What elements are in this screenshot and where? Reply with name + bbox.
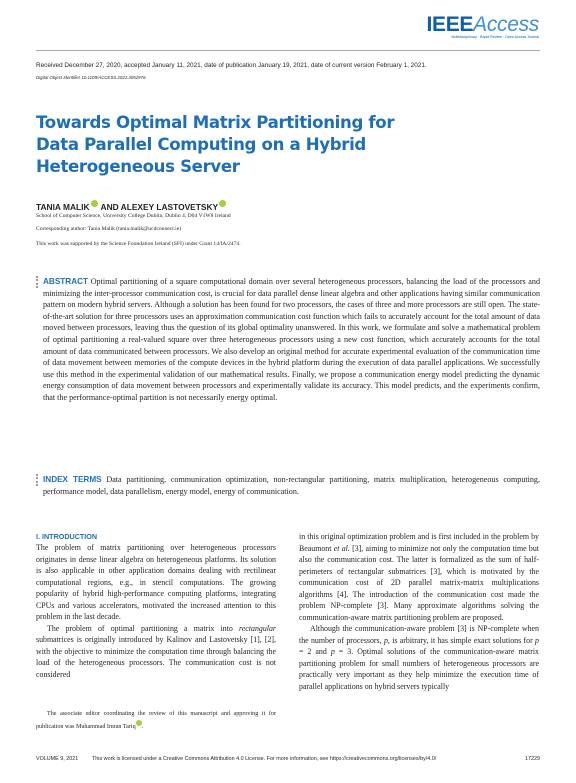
author-second: AND ALEXEY LASTOVETSKY bbox=[100, 202, 219, 212]
abstract-text: Optimal partitioning of a square computational domain over several heterogeneous processors, balancing the load of the processors and minimizing the inter-processor communication cost, is crucial for data parallel dense linear algebra and other applications having similar communication pattern on modern hybrid servers. Although a solution has been found for two processors, the cases of three and more processors are still open. The state-of-the-art solution for three processors uses an approximation communication cost function which fails to accurately account for the total amount of data moved between processors, leaving thus the question of its global optimality unanswered. In this work, we formulate and solve a mathematical problem of optimal partitioning a real-valued square over three heterogeneous processors using a new cost function, which accurately accounts for the total amount of data communicated between processors. We also develop an original method for accurate experimental evaluation of the communication time of data movement between memories of the compute devices in the hybrid platform during the execution of data parallel applications. We successfully use this method in the experimental validation of our mathematical results. Finally, we propose a communication energy model predicting the dynamic energy consumption of data movement between processors and experimentally validate its accuracy. This model predicts, and the experiments confirm, that the performance-optimal partition is not necessarily energy optimal. bbox=[43, 277, 540, 402]
index-terms bbox=[43, 474, 540, 497]
intro-paragraph-2 bbox=[36, 623, 276, 681]
text-span: submatrices is originally introduced by Kalinov and Lastovetsky [1], [2], with the objective to minimize the computation time through balancing the load of the heterogeneous processors. The communication cost is not considered bbox=[36, 635, 276, 679]
editor-footnote: The associate editor coordinating the review of this manuscript and approving it for publication was Muhammad Imran Tariq . bbox=[36, 711, 276, 730]
corresponding-author: Corresponding author: Tania Malik (tania.malik@ucdconnect.ie) bbox=[36, 226, 182, 232]
footnote-text: The associate editor coordinating the review of this manuscript and approving it for publication was Muhammad Imran Tariq bbox=[36, 711, 276, 730]
text-span: = 3. Optimal solutions of the communication-aware matrix partitioning problem for small numbers of heterogeneous processors are practically very important as they help minimize the execution time of parallel applications on hybrid servers typically bbox=[299, 647, 539, 691]
intro-paragraph-3 bbox=[299, 531, 539, 623]
text-span: Although the communication-aware problem [3] is NP-complete when the number of processors, bbox=[299, 624, 539, 645]
ieee-access-logo bbox=[426, 14, 539, 40]
index-terms-marker bbox=[36, 474, 38, 486]
math-p: p bbox=[330, 647, 335, 656]
header-divider bbox=[36, 50, 540, 51]
orcid-icon[interactable] bbox=[91, 200, 98, 207]
orcid-icon[interactable] bbox=[136, 720, 142, 726]
intro-paragraph-4 bbox=[299, 623, 539, 692]
index-terms-heading: INDEX TERMS bbox=[43, 475, 102, 484]
logo-access: Access bbox=[473, 13, 539, 36]
doi-line: Digital Object Identifier 10.1109/ACCESS.2021.3052976 bbox=[36, 75, 146, 80]
right-column bbox=[299, 531, 539, 692]
funding-note: This work was supported by the Science Foundation Ireland (SFI) under Grant 14/IA/2474. bbox=[36, 241, 241, 247]
math-p: p bbox=[535, 635, 539, 645]
text-span: = 2 and bbox=[299, 647, 331, 656]
text-em: et al. bbox=[333, 543, 350, 553]
logo-ieee: IEEE bbox=[426, 13, 474, 36]
section-heading-introduction: I. INTRODUCTION bbox=[36, 532, 98, 541]
text-span: in this original optimization problem and is first included in the problem by Beaumont bbox=[299, 532, 539, 553]
text-span: , is arbitrary, it has simple exact solutions for bbox=[387, 635, 536, 645]
paper-title: Towards Optimal Matrix Partitioning for Data Parallel Computing on a Hybrid Heterogeneous Server bbox=[36, 113, 395, 176]
text-em: rectangular bbox=[239, 623, 276, 633]
math-p: p bbox=[383, 635, 388, 645]
text-span: [3], aiming to minimize not only the computation time but also the communication cost. The latter is formalized as the sum of half-perimeters of rectangular submatrices [3], which is motivated by the communication cost of 2D parallel matrix-matrix multiplications algorithms [4]. The introduction of the communication cost made the problem NP-complete [3]. Many approximate algorithms solving the communication-aware matrix partitioning problem are proposed. bbox=[299, 543, 539, 622]
affiliation: School of Computer Science, University College Dublin, Dublin 4, D04 V1W8 Ireland bbox=[36, 213, 231, 219]
intro-paragraph-1: The problem of matrix partitioning over heterogeneous processors originates in dense linear algebra on heterogeneous platforms. Its solution is also applicable in other application domains dealing with rectilinear computational regions, e.g., in stencil computations. The growing popularity of hybrid high-performance computing platforms, integrating CPUs and various accelerators, motivated the increased attention to this problem in the last decade. bbox=[36, 543, 276, 621]
volume-label: VOLUME 9, 2021 bbox=[36, 756, 79, 762]
abstract-marker bbox=[36, 276, 38, 288]
abstract bbox=[43, 276, 540, 404]
text-span: The problem of optimal partitioning a matrix into bbox=[47, 623, 240, 633]
abstract-heading: ABSTRACT bbox=[43, 277, 89, 286]
left-column bbox=[36, 531, 276, 680]
orcid-icon[interactable] bbox=[219, 200, 226, 207]
received-dates: Received December 27, 2020, accepted January 11, 2021, date of publication January 19, 2021, date of current version February 1, 2021. bbox=[36, 62, 427, 69]
logo-tagline: Multidisciplinary : Rapid Review : Open Access Journal bbox=[451, 35, 539, 39]
page-footer bbox=[36, 754, 540, 764]
index-terms-text: Data partitioning, communication optimization, non-rectangular partitioning, matrix multiplication, heterogeneous computing, performance model, data parallelism, energy model, energy of communication. bbox=[43, 475, 540, 496]
author-first: TANIA MALIK bbox=[36, 202, 90, 212]
page-number: 17229 bbox=[525, 756, 540, 762]
license-text: This work is licensed under a Creative Commons Attribution 4.0 License. For more information, see https://creativecommons.org/licenses/by/4.0/ bbox=[92, 756, 437, 762]
